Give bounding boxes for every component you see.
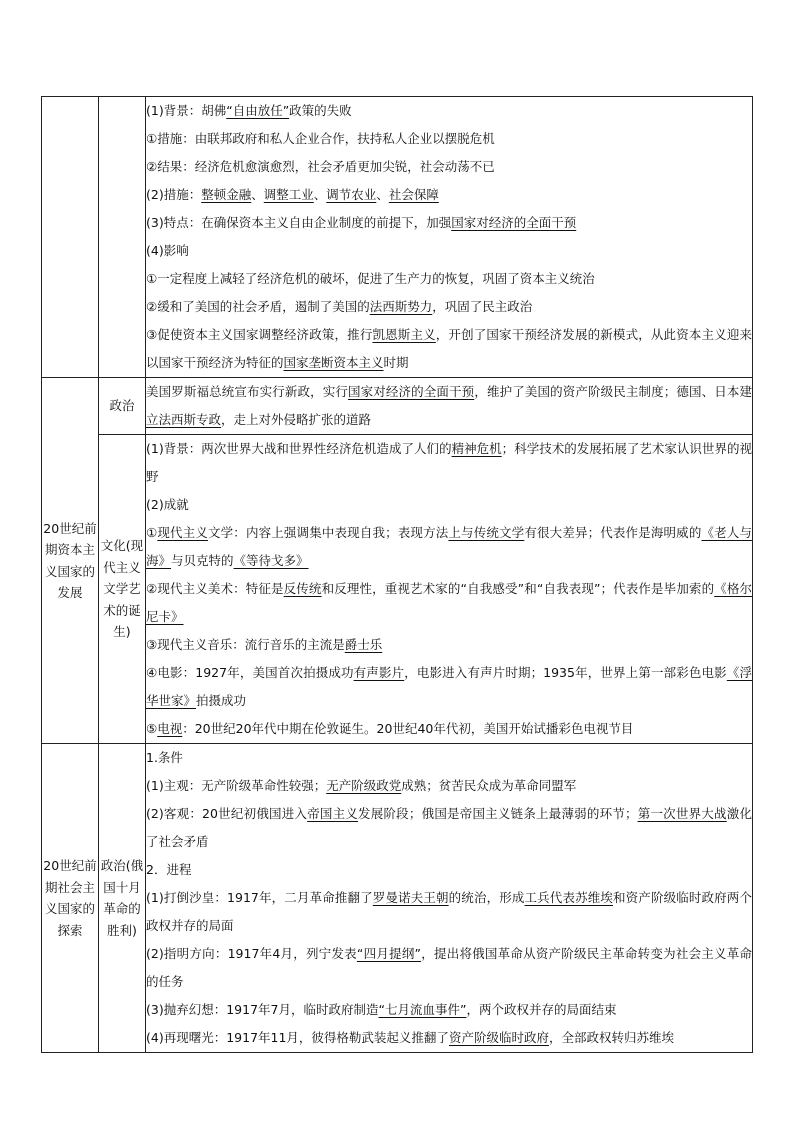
table-row xyxy=(42,97,753,378)
text-segment: (3)特点：在确保资本主义自由企业制度的前提下，加强 xyxy=(146,215,452,230)
text-segment: 、 xyxy=(313,187,327,202)
text-segment: ①措施：由联邦政府和私人企业合作，扶持私人企业以摆脱危机 xyxy=(146,131,495,146)
content-line xyxy=(146,659,752,715)
text-segment: (1)主观：无产阶级革命性较强； xyxy=(146,778,327,793)
text-segment: 时期 xyxy=(383,355,409,370)
content-cell xyxy=(146,378,753,435)
text-segment: ，电影进入有声片时期；1935年，世界上第一部彩色电影 xyxy=(404,665,727,680)
text-segment: ⑤ xyxy=(146,721,158,736)
text-segment: 发展阶段；俄国是帝国主义链条上最薄弱的环节； xyxy=(358,806,638,821)
text-segment: ②结果：经济危机愈演愈烈，社会矛盾更加尖锐，社会动荡不已 xyxy=(146,159,495,174)
content-cell xyxy=(146,435,753,744)
underlined-term: 法西斯势力 xyxy=(369,299,433,314)
text-segment: (1)打倒沙皇：1917年，二月革命推翻了 xyxy=(146,890,373,905)
content-line xyxy=(146,856,752,884)
underlined-term: 有声影片 xyxy=(353,665,405,680)
text-segment: (4)再现曙光：1917年11月，彼得格勒武装起义推翻了 xyxy=(146,1030,449,1045)
text-segment: (2)成就 xyxy=(146,497,189,512)
content-line xyxy=(146,265,752,293)
text-segment: 政策的失败 xyxy=(289,103,352,118)
content-line xyxy=(146,884,752,940)
text-segment: ④电影：1927年，美国首次拍摄成功 xyxy=(146,665,354,680)
underlined-term: 国家垄断资本主义 xyxy=(283,355,384,370)
text-segment: ②现代主义美术：特征是 xyxy=(146,581,284,596)
text-segment: ③促使资本主义国家调整经济政策，推行 xyxy=(146,327,373,342)
text-segment: 有很大差异；代表作是海明威的 xyxy=(524,525,702,540)
text-segment: ，巩固了民主政治 xyxy=(432,299,533,314)
underlined-term: 《等待戈多》 xyxy=(233,553,309,568)
underlined-term: 爵士乐 xyxy=(344,637,383,652)
text-segment: ②缓和了美国的社会矛盾，遏制了美国的 xyxy=(146,299,370,314)
text-segment: ，全部政权转归苏维埃 xyxy=(548,1030,674,1045)
content-line xyxy=(146,378,752,434)
text-segment: ，两个政权并存的局面结束 xyxy=(466,1002,617,1017)
text-segment: 美国罗斯福总统宣布实行新政，实行 xyxy=(146,384,349,399)
underlined-term: 电视 xyxy=(157,721,183,736)
content-cell xyxy=(146,744,753,1053)
content-line xyxy=(146,321,752,377)
text-segment: ① xyxy=(146,525,158,540)
text-segment: ，开创了国家干预经济发展的新模式，从此资本主义迎来以国家干预经济为特征的 xyxy=(146,327,752,370)
underlined-term: 现代主义 xyxy=(157,525,208,540)
text-segment: 和资产阶级临时政府两个政权并存的局面 xyxy=(146,890,752,933)
content-line xyxy=(146,293,752,321)
text-segment: (4)影响 xyxy=(146,243,189,258)
underlined-term: 上与传统文学 xyxy=(448,525,525,540)
underlined-term: 精神危机 xyxy=(451,441,502,456)
underlined-term: “自由放任” xyxy=(226,103,290,118)
content-line xyxy=(146,125,752,153)
text-segment: (2)指明方向：1917年4月，列宁发表 xyxy=(146,946,357,961)
content-cell xyxy=(146,97,753,378)
underlined-term: 反传统 xyxy=(283,581,322,596)
content-line xyxy=(146,631,752,659)
content-line xyxy=(146,575,752,631)
text-segment: 和反理性，重视艺术家的“自我感受”和“自我表现”；代表作是毕加索的 xyxy=(321,581,715,596)
content-line xyxy=(146,940,752,996)
subcategory-cell: 政治(俄国十月革命的胜利) xyxy=(99,744,146,1053)
text-segment: ①一定程度上减轻了经济危机的破坏，促进了生产力的恢复，巩固了资本主义统治 xyxy=(146,271,595,286)
underlined-term: “四月提纲” xyxy=(356,946,422,961)
category-cell-empty xyxy=(42,97,99,378)
content-line xyxy=(146,181,752,209)
content-line xyxy=(146,491,752,519)
content-line xyxy=(146,800,752,856)
text-segment: ，提出将俄国革命从资产阶级民主革命转变为社会主义革命的任务 xyxy=(146,946,752,989)
underlined-term: 调整工业 xyxy=(263,187,314,202)
table-row xyxy=(42,744,753,1053)
text-segment: 、 xyxy=(376,187,389,202)
underlined-term: “七月流血事件” xyxy=(378,1002,467,1017)
text-segment: 的统治，形成 xyxy=(448,890,525,905)
text-segment: 1.条件 xyxy=(146,750,183,765)
content-line xyxy=(146,97,752,125)
subcategory-cell: 政治 xyxy=(99,378,146,435)
content-line xyxy=(146,744,752,772)
text-segment: 激化了社会矛盾 xyxy=(146,806,752,849)
underlined-term: 凯恩斯主义 xyxy=(372,327,436,342)
table-row xyxy=(42,378,753,435)
content-line xyxy=(146,715,752,743)
category-cell: 20世纪前期资本主义国家的发展 xyxy=(42,378,99,744)
underlined-term: 立法西斯专政 xyxy=(146,412,222,427)
text-segment: (1)背景：胡佛 xyxy=(146,103,227,118)
underlined-term: 社会保障 xyxy=(388,187,439,202)
content-line xyxy=(146,519,752,575)
text-segment: 与贝克特的 xyxy=(171,553,234,568)
underlined-term: 《格尔尼卡》 xyxy=(146,581,752,624)
history-summary-table xyxy=(41,96,753,1053)
underlined-term: 第一次世界大战 xyxy=(637,806,727,821)
underlined-term: 工兵代表苏维埃 xyxy=(524,890,614,905)
content-line xyxy=(146,435,752,491)
text-segment: ：20世纪20年代中期在伦敦诞生。20世纪40年代初，美国开始试播彩色电视节目 xyxy=(182,721,634,736)
text-segment: 文学：内容上强调集中表现自我；表现方法 xyxy=(207,525,449,540)
text-segment: (2)措施： xyxy=(146,187,202,202)
underlined-term: 国家对经济的全面干预 xyxy=(451,215,577,230)
text-segment: ③现代主义音乐：流行音乐的主流是 xyxy=(146,637,345,652)
content-line xyxy=(146,153,752,181)
underlined-term: 《浮华世家》 xyxy=(146,665,752,708)
text-segment: (3)抛弃幻想：1917年7月，临时政府制造 xyxy=(146,1002,379,1017)
category-cell: 20世纪前期社会主义国家的探索 xyxy=(42,744,99,1053)
content-line xyxy=(146,237,752,265)
subcategory-cell: 文化(现代主义文学艺术的诞生) xyxy=(99,435,146,744)
underlined-term: 整顿金融 xyxy=(201,187,252,202)
text-segment: ，维护了美国的资产阶级民主制度；德国、日本建 xyxy=(474,384,752,399)
content-line xyxy=(146,772,752,800)
text-segment: ，走上对外侵略扩张的道路 xyxy=(221,412,372,427)
underlined-term: 《老人与海》 xyxy=(146,525,752,568)
underlined-term: 罗曼诺夫王朝 xyxy=(372,890,449,905)
underlined-term: 帝国主义 xyxy=(307,806,359,821)
text-segment: ；科学技术的发展拓展了艺术家认识世界的视野 xyxy=(146,441,752,484)
underlined-term: 无产阶级政党 xyxy=(326,778,402,793)
underlined-term: 国家对经济的全面干预 xyxy=(348,384,475,399)
content-line xyxy=(146,1024,752,1052)
underlined-term: 调节农业 xyxy=(326,187,377,202)
underlined-term: 资产阶级临时政府 xyxy=(448,1030,549,1045)
text-segment: 、 xyxy=(251,187,264,202)
text-segment: (1)背景：两次世界大战和世界性经济危机造成了人们的 xyxy=(146,441,452,456)
text-segment: (2)客观：20世纪初俄国进入 xyxy=(146,806,308,821)
text-segment: 2．进程 xyxy=(146,862,192,877)
content-line xyxy=(146,996,752,1024)
subcategory-cell-empty xyxy=(99,97,146,378)
text-segment: 成熟；贫苦民众成为革命同盟军 xyxy=(401,778,577,793)
content-line xyxy=(146,209,752,237)
text-segment: 拍摄成功 xyxy=(196,693,247,708)
table-row xyxy=(42,435,753,744)
